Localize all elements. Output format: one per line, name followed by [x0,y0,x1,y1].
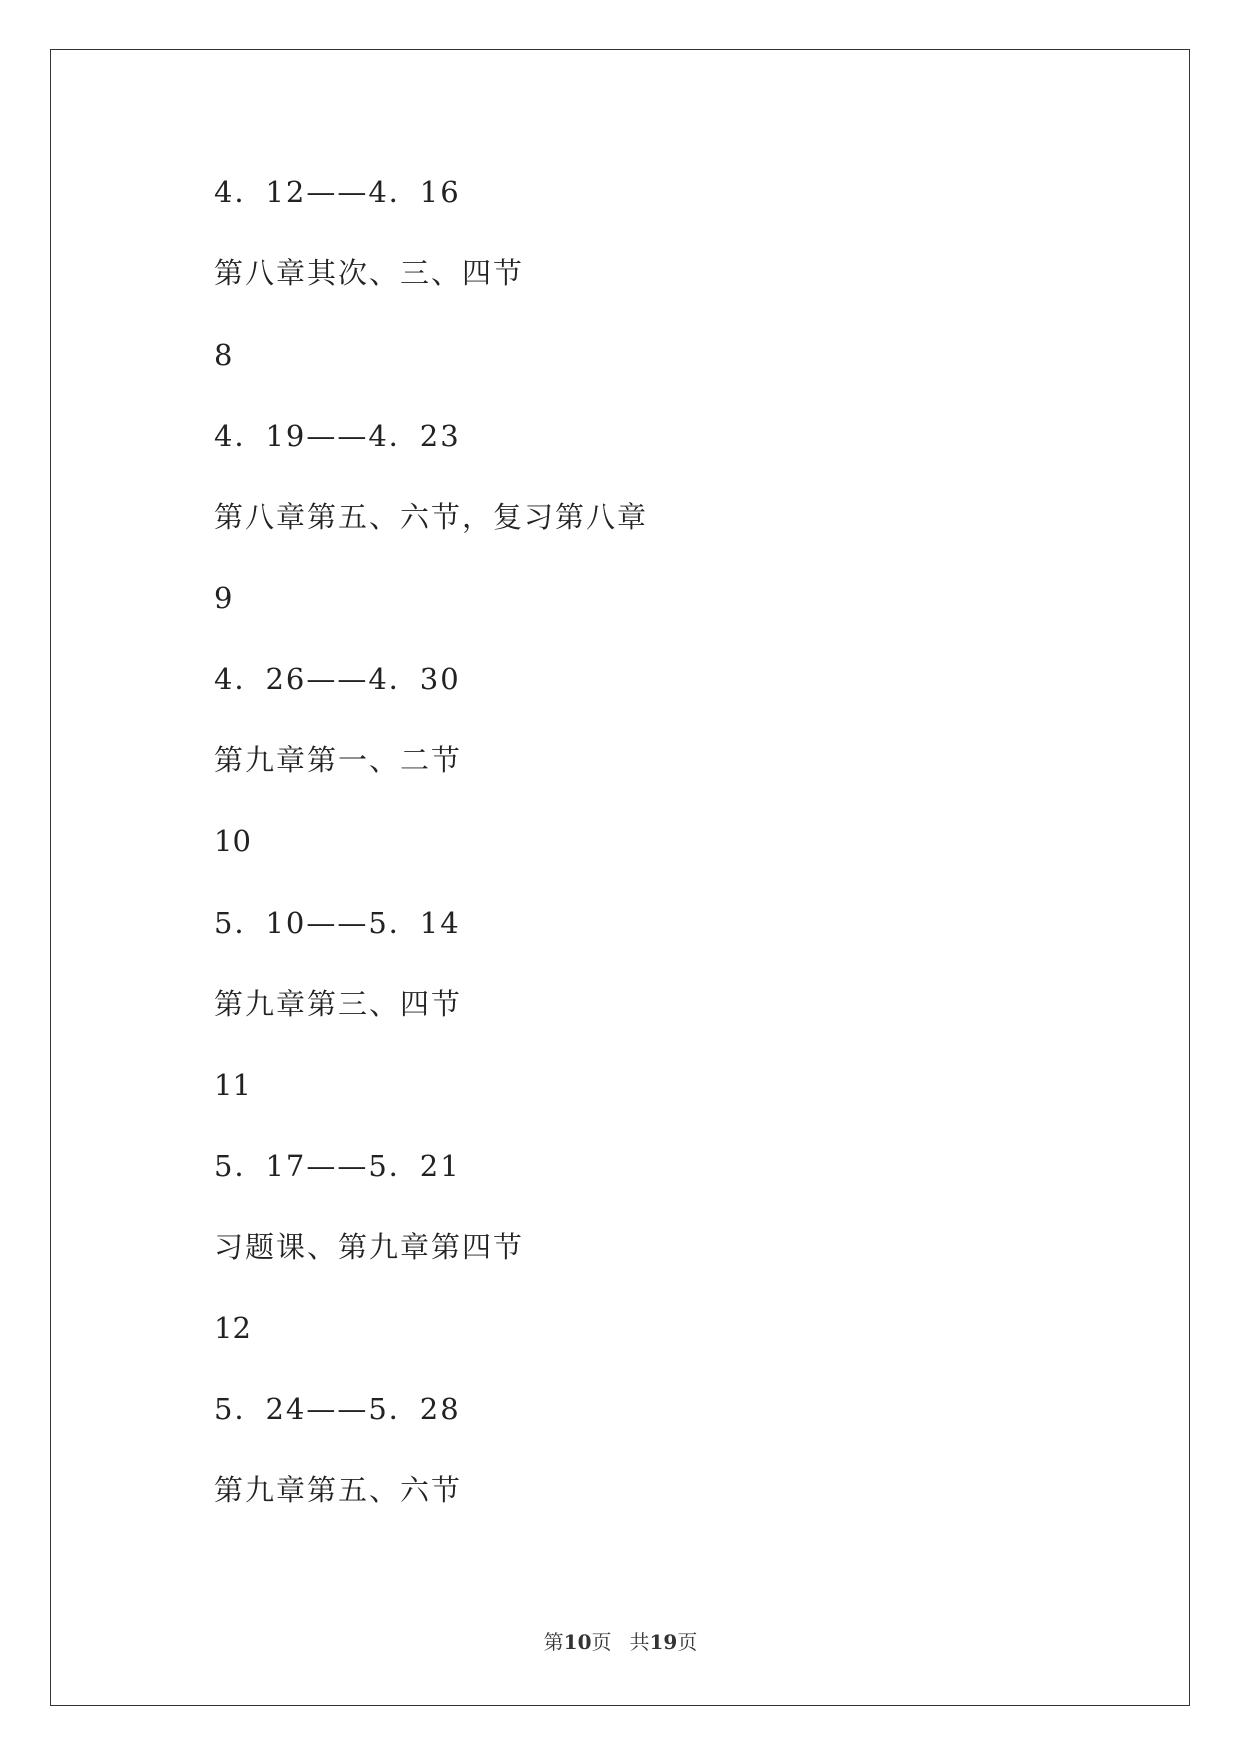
week-number: 12 [214,1311,251,1345]
footer-total-unit: 页 [677,1630,698,1654]
week-number: 10 [214,824,251,858]
week-content: 第九章第一、二节 [214,743,463,777]
week-date-range: 5．24——5．28 [214,1392,461,1426]
footer-page-prefix: 第 [543,1630,564,1654]
week-number: 11 [214,1068,251,1102]
week-number: 9 [214,581,233,615]
footer-page-unit: 页 [591,1630,612,1654]
week-content: 第八章其次、三、四节 [214,256,525,290]
footer-total-prefix: 共 [629,1630,650,1654]
week-number: 8 [214,338,233,372]
footer-page-number: 10 [563,1630,592,1654]
page-footer [0,1628,1241,1656]
page-border [50,49,1190,1706]
week-date-range: 4．12——4．16 [214,175,461,209]
footer-total-pages: 19 [649,1630,678,1654]
week-content: 习题课、第九章第四节 [214,1230,525,1264]
week-content: 第九章第五、六节 [214,1473,463,1507]
week-date-range: 5．17——5．21 [214,1149,461,1183]
week-content: 第八章第五、六节，复习第八章 [214,500,649,534]
week-date-range: 4．26——4．30 [214,662,461,696]
week-date-range: 4．19——4．23 [214,419,461,453]
week-date-range: 5．10——5．14 [214,906,461,940]
week-content: 第九章第三、四节 [214,987,463,1021]
